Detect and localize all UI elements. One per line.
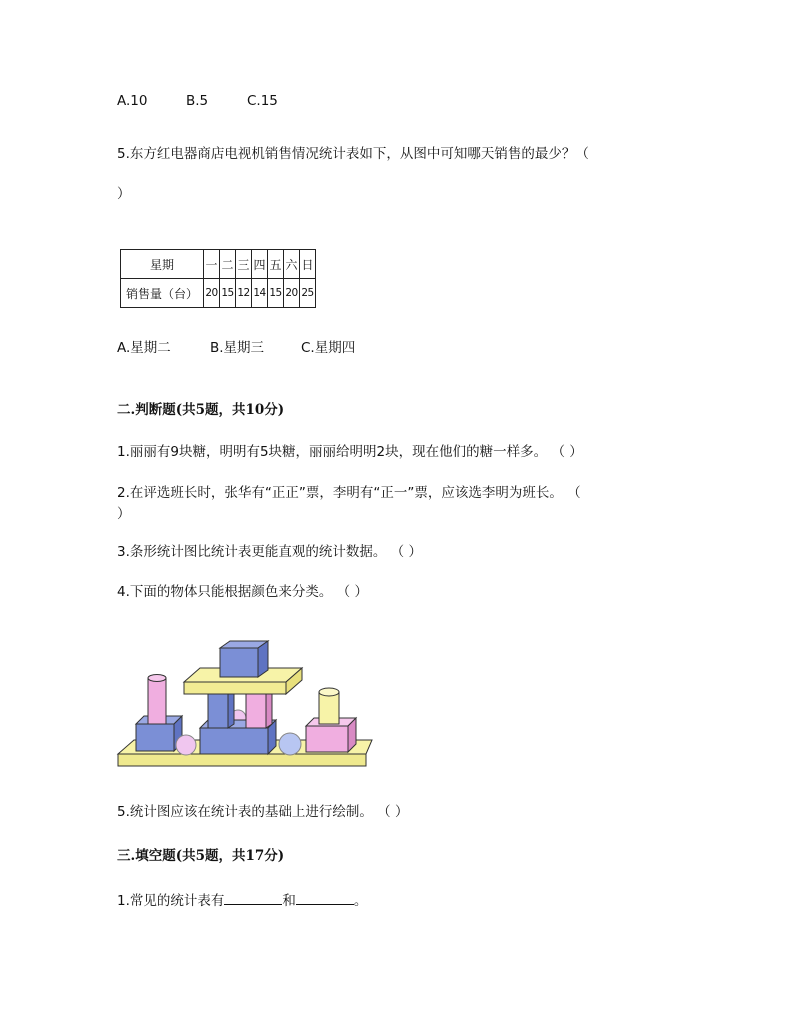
judge-question-2-line2: ） <box>117 506 131 522</box>
fill-q1-prefix: 1.常见的统计表有 <box>117 893 225 909</box>
pink-cylinder-left <box>148 675 166 725</box>
judge-question-1: 1.丽丽有9块糖，明明有5块糖，丽丽给明明2块，现在他们的糖一样多。 （ ） <box>117 444 583 460</box>
option-a[interactable]: A.星期二 <box>117 340 171 356</box>
table-row <box>121 250 316 279</box>
pink-pillar <box>246 690 272 728</box>
table-value: 15 <box>220 279 236 308</box>
q4-options <box>117 95 278 109</box>
table-header-label: 星期 <box>121 250 204 279</box>
table-day: 日 <box>300 250 316 279</box>
option-b[interactable]: B.5 <box>186 93 209 109</box>
table-day: 四 <box>252 250 268 279</box>
question-5-line1: 5.东方红电器商店电视机销售情况统计表如下，从图中可知哪天销售的最少？（ <box>117 146 589 162</box>
fill-q1-suffix: 。 <box>353 893 368 909</box>
table-value: 20 <box>284 279 300 308</box>
table-day: 六 <box>284 250 300 279</box>
option-b[interactable]: B.星期三 <box>210 340 265 356</box>
fill-q1-middle: 和 <box>282 893 296 909</box>
table-day: 一 <box>204 250 220 279</box>
table-value: 15 <box>268 279 284 308</box>
table-value: 25 <box>300 279 316 308</box>
pink-sphere <box>176 735 196 755</box>
table-value: 14 <box>252 279 268 308</box>
sales-table <box>120 249 316 308</box>
q5-options <box>117 342 355 356</box>
section-2-title: 二.判断题(共5题，共10分) <box>117 402 285 418</box>
judge-question-2-line1: 2.在评选班长时，张华有“正正”票，李明有“正一”票，应该选李明为班长。 （ <box>117 485 581 501</box>
option-c[interactable]: C.星期四 <box>301 340 356 356</box>
question-5-line2: ） <box>117 186 131 202</box>
judge-question-5: 5.统计图应该在统计表的基础上进行绘制。 （ ） <box>117 804 409 820</box>
answer-blank-2[interactable] <box>296 892 354 905</box>
judge-question-3: 3.条形统计图比统计表更能直观的统计数据。 （ ） <box>117 544 422 560</box>
blue-cube-top <box>220 641 268 677</box>
answer-blank-1[interactable] <box>224 892 282 905</box>
table-day: 二 <box>220 250 236 279</box>
option-a[interactable]: A.10 <box>117 93 148 109</box>
blue-pillar <box>208 690 234 728</box>
yellow-cylinder-right <box>319 688 339 724</box>
fill-question-1 <box>117 892 367 909</box>
table-row <box>121 279 316 308</box>
option-c[interactable]: C.15 <box>247 93 278 109</box>
blue-sphere <box>279 733 301 755</box>
table-day: 三 <box>236 250 252 279</box>
table-value: 12 <box>236 279 252 308</box>
table-day: 五 <box>268 250 284 279</box>
table-value: 20 <box>204 279 220 308</box>
section-3-title: 三.填空题(共5题，共17分) <box>117 848 285 864</box>
table-row-label: 销售量（台） <box>121 279 204 308</box>
building-blocks-figure <box>116 638 376 772</box>
judge-question-4: 4.下面的物体只能根据颜色来分类。 （ ） <box>117 584 368 600</box>
